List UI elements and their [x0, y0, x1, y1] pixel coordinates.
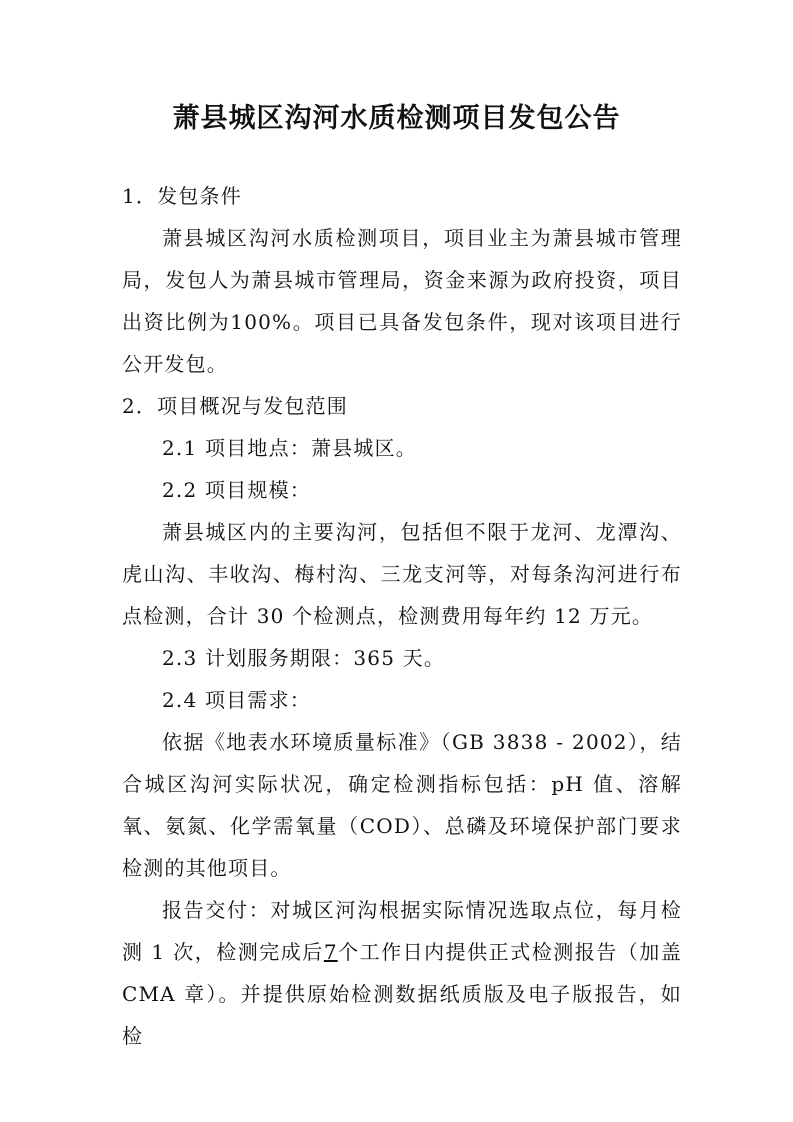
item-2-1: 2.1 项目地点：萧县城区。 [162, 436, 417, 460]
section1-paragraph: 萧县城区沟河水质检测项目，项目业主为萧县城市管理局，发包人为萧县城市管理局，资金来源为政府投资，项目出资比例为100%。项目已具备发包条件，现对该项目进行公开发包。 [122, 226, 682, 376]
report-text-part2: 个工作日内提供正式检测报告（加盖 CMA 章）。并提供原始检测数据纸质版及电子版报告，如检 [122, 940, 683, 1048]
item-2-2: 2.2 项目规模： [162, 478, 311, 502]
report-days-underlined: 7 [323, 940, 338, 964]
section2-heading: 2．项目概况与发包范围 [122, 394, 348, 418]
report-text-part1: 报告交付：对城区河沟根据实际情况选取点位，每月检测 1 次，检测完成后 [122, 898, 682, 964]
document-body [122, 175, 682, 1057]
item-2-4-text: 依据《地表水环境质量标准》（GB 3838 - 2002），结合城区沟河实际状况，确定检测指标包括：pH 值、溶解氧、氨氮、化学需氧量（COD）、总磷及环境保护部门要求检测的其他项目。 [122, 730, 682, 880]
report-delivery-paragraph [122, 889, 682, 1057]
item-2-2-text: 萧县城区内的主要沟河，包括但不限于龙河、龙潭沟、虎山沟、丰收沟、梅村沟、三龙支河等，对每条沟河进行布点检测，合计 30 个检测点，检测费用每年约 12 万元。 [122, 520, 682, 628]
section1-heading: 1．发包条件 [122, 184, 242, 208]
document-title: 萧县城区沟河水质检测项目发包公告 [172, 103, 621, 134]
item-2-4: 2.4 项目需求： [162, 688, 311, 712]
item-2-3: 2.3 计划服务期限：365 天。 [162, 646, 446, 670]
